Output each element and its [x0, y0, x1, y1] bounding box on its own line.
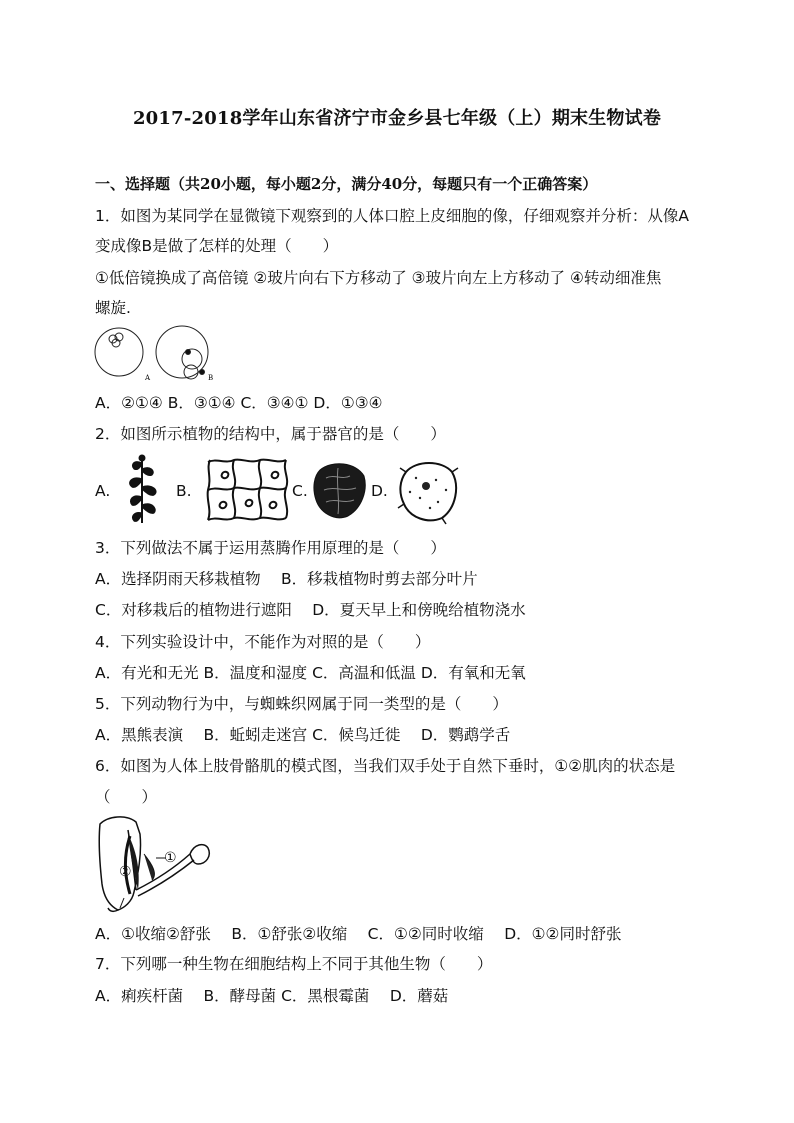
cell-tissue-image	[204, 456, 290, 524]
q6-stem-line2: （ ）	[95, 788, 158, 806]
q3-options-line2: C．对移栽后的植物进行遮阳 D．夏天早上和傍晚给植物浇水	[95, 601, 526, 619]
page-title: 2017-2018学年山东省济宁市金乡县七年级（上）期末生物试卷	[132, 108, 662, 129]
muscle-label-1: ①	[164, 850, 177, 866]
q1-stem-line1: 1．如图为某同学在显微镜下观察到的人体口腔上皮细胞的像，仔细观察并分析：从像A	[95, 207, 689, 225]
view-a	[95, 328, 143, 376]
leaf-cluster-image	[312, 460, 368, 522]
plant-sprig-image	[120, 453, 164, 525]
q2-option-b-label: B.	[176, 482, 192, 500]
q3-stem: 3．下列做法不属于运用蒸腾作用原理的是（ ）	[95, 539, 446, 557]
q1-options: A．②①④ B．③①④ C．③④① D．①③④	[95, 394, 383, 412]
q1-stem-line3: ①低倍镜换成了高倍镜 ②玻片向右下方移动了 ③玻片向左上方移动了 ④转动细准焦	[95, 269, 662, 287]
q2-option-d-label: D.	[371, 482, 388, 500]
q1-stem-line2: 变成像B是做了怎样的处理（ ）	[95, 237, 339, 255]
q1-stem-line4: 螺旋.	[95, 299, 131, 317]
single-cell-image	[396, 458, 460, 524]
q6-stem-line1: 6．如图为人体上肢骨骼肌的模式图，当我们双手处于自然下垂时，①②肌肉的状态是	[95, 757, 676, 775]
q7-options: A．痢疾杆菌 B．酵母菌 C．黑根霉菌 D．蘑菇	[95, 987, 449, 1005]
q5-options: A．黑熊表演 B．蚯蚓走迷宫 C．候鸟迁徙 D．鹦鹉学舌	[95, 726, 511, 744]
q2-stem: 2．如图所示植物的结构中，属于器官的是（ ）	[95, 425, 446, 443]
view-a-label: A	[145, 374, 151, 382]
section-heading: 一、选择题（共20小题，每小题2分，满分40分，每题只有一个正确答案）	[95, 175, 598, 193]
q5-stem: 5．下列动物行为中，与蜘蛛织网属于同一类型的是（ ）	[95, 695, 508, 713]
muscle-label-2: ②	[119, 864, 132, 880]
q7-stem: 7．下列哪一种生物在细胞结构上不同于其他生物（ ）	[95, 955, 493, 973]
q3-options-line1: A．选择阴雨天移栽植物 B．移栽植物时剪去部分叶片	[95, 570, 478, 588]
arm-muscle-figure	[94, 814, 214, 914]
q1-microscope-figure	[94, 326, 224, 386]
q4-stem: 4．下列实验设计中，不能作为对照的是（ ）	[95, 633, 431, 651]
view-b	[156, 326, 208, 379]
q2-option-c-label: C.	[292, 482, 308, 500]
view-b-label: B	[208, 374, 214, 382]
q2-option-a-label: A.	[95, 482, 111, 500]
q4-options: A．有光和无光 B．温度和湿度 C．高温和低温 D．有氧和无氧	[95, 664, 526, 682]
q6-options: A．①收缩②舒张 B．①舒张②收缩 C．①②同时收缩 D．①②同时舒张	[95, 925, 622, 943]
